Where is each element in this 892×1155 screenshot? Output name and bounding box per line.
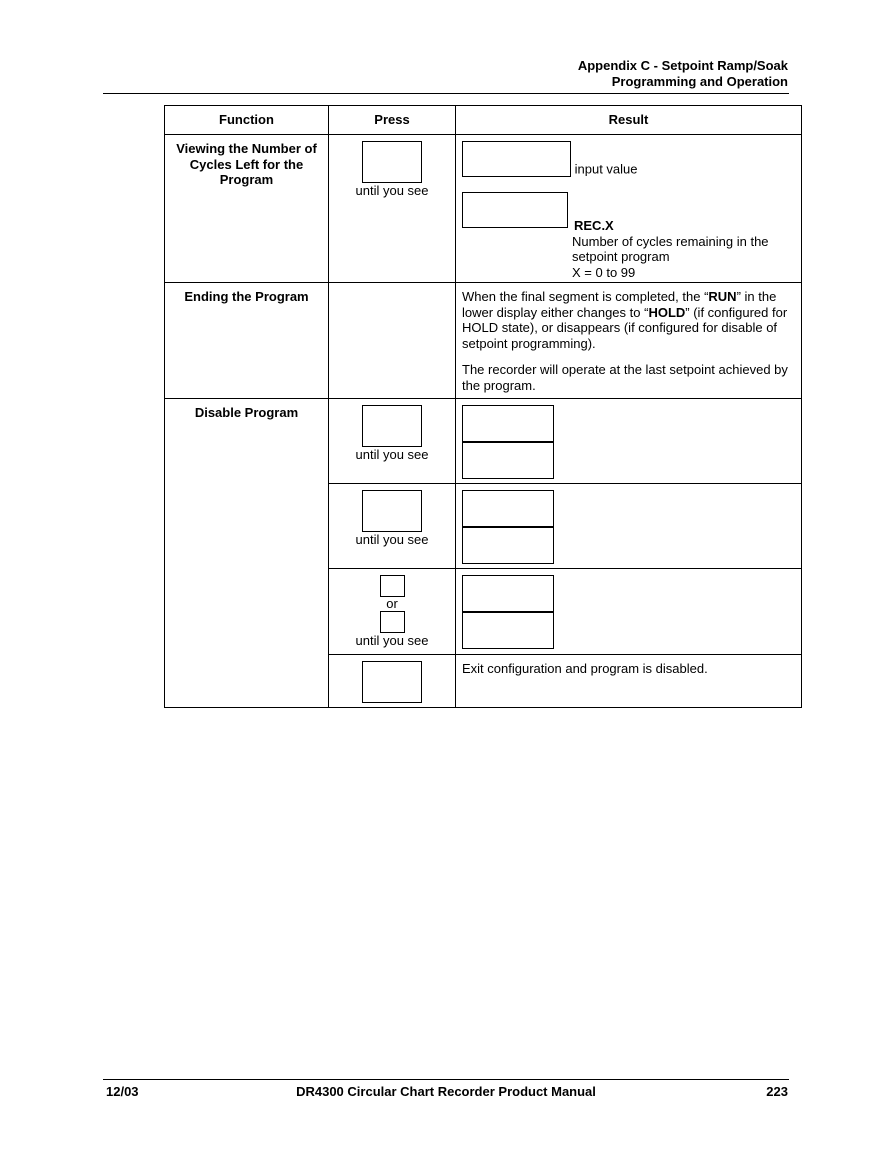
key-up-placeholder bbox=[380, 575, 405, 597]
press-cell bbox=[329, 283, 456, 399]
press-caption: until you see bbox=[355, 183, 429, 198]
key-button-placeholder bbox=[362, 405, 422, 447]
display-upper-placeholder bbox=[462, 490, 554, 527]
header-line2: Programming and Operation bbox=[611, 74, 788, 89]
header-rule bbox=[103, 93, 789, 94]
table-row bbox=[165, 283, 802, 399]
display-lower-placeholder bbox=[462, 192, 568, 228]
or-label: or bbox=[386, 596, 398, 611]
column-header-function: Function bbox=[165, 106, 329, 135]
page-header bbox=[578, 58, 788, 90]
ending-paragraph-1: When the final segment is completed, the “RUN” in the lower display either changes to “HOLD” (if configured for HOLD state), or disappears (if configured for disable of setpoint programming). bbox=[462, 289, 788, 351]
result-cell bbox=[456, 484, 802, 569]
result-cell bbox=[456, 135, 802, 283]
table-row bbox=[165, 399, 802, 484]
press-caption: until you see bbox=[355, 633, 429, 648]
display-upper-placeholder bbox=[462, 575, 554, 612]
ending-paragraph-2: The recorder will operate at the last setpoint achieved by the program. bbox=[462, 362, 788, 393]
result-cell bbox=[456, 399, 802, 484]
press-caption: until you see bbox=[355, 532, 429, 547]
display-pair-placeholder bbox=[462, 490, 554, 564]
key-button-placeholder bbox=[362, 661, 422, 703]
footer-page-number: 223 bbox=[766, 1084, 788, 1099]
key-button-placeholder bbox=[362, 141, 422, 183]
column-header-press: Press bbox=[329, 106, 456, 135]
press-cell bbox=[329, 399, 456, 484]
press-caption: until you see bbox=[355, 447, 429, 462]
display-lower-placeholder bbox=[462, 612, 554, 649]
function-cell: Disable Program bbox=[165, 399, 329, 708]
display-lower-placeholder bbox=[462, 527, 554, 564]
display-pair-placeholder bbox=[462, 575, 554, 649]
press-cell bbox=[329, 569, 456, 655]
rec-range: X = 0 to 99 bbox=[572, 264, 636, 280]
footer-title: DR4300 Circular Chart Recorder Product Manual bbox=[296, 1084, 596, 1099]
footer-date: 12/03 bbox=[106, 1084, 139, 1099]
table-row bbox=[165, 135, 802, 283]
table-header-row bbox=[165, 106, 802, 135]
key-down-placeholder bbox=[380, 611, 405, 633]
display-upper-placeholder bbox=[462, 141, 571, 177]
column-header-result: Result bbox=[456, 106, 802, 135]
press-cell bbox=[329, 484, 456, 569]
display-upper-placeholder bbox=[462, 405, 554, 442]
result-cell: Exit configuration and program is disabled. bbox=[456, 655, 802, 708]
function-cell: Viewing the Number of Cycles Left for the Program bbox=[165, 135, 329, 283]
input-value-label: input value bbox=[574, 161, 638, 177]
rec-description-1: Number of cycles remaining in the bbox=[572, 233, 769, 249]
result-cell bbox=[456, 569, 802, 655]
result-cell bbox=[456, 283, 802, 399]
rec-description-2: setpoint program bbox=[572, 249, 670, 264]
press-cell bbox=[329, 135, 456, 283]
display-lower-placeholder bbox=[462, 442, 554, 479]
procedure-table bbox=[164, 105, 802, 708]
press-cell bbox=[329, 655, 456, 708]
display-pair-placeholder bbox=[462, 405, 554, 479]
header-line1: Appendix C - Setpoint Ramp/Soak bbox=[577, 58, 788, 73]
function-cell: Ending the Program bbox=[165, 283, 329, 399]
rec-label: REC.X bbox=[574, 218, 614, 233]
footer-rule bbox=[103, 1079, 789, 1080]
key-button-placeholder bbox=[362, 490, 422, 532]
